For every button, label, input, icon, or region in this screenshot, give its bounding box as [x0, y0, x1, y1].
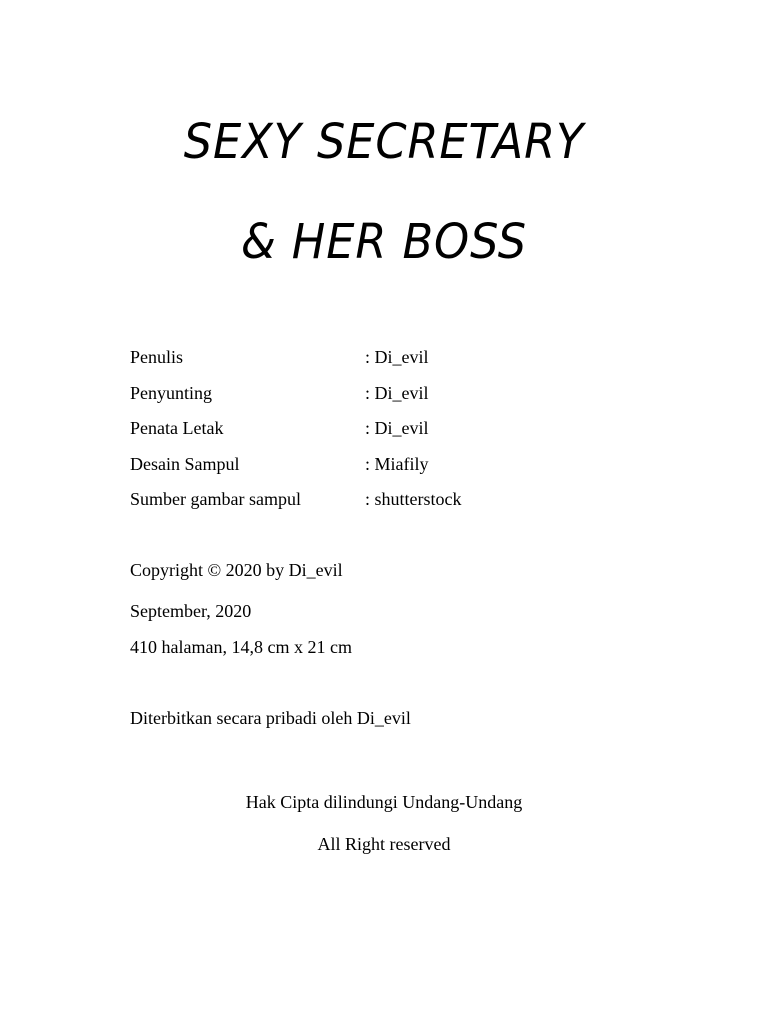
credit-label: Penata Letak: [130, 418, 224, 438]
credit-value: : Di_evil: [365, 382, 429, 403]
credit-value: : Di_evil: [365, 347, 429, 367]
credits-list: [130, 345, 630, 523]
credit-label: Penulis: [130, 347, 184, 367]
copyright-notice: Copyright © 2020 by Di_evil: [130, 560, 343, 580]
credit-row-cover-design: [130, 452, 630, 488]
publisher-note: Diterbitkan secara pribadi oleh Di_evil: [130, 708, 411, 728]
publication-date: September, 2020: [130, 601, 252, 621]
rights-notice-line-1: Hak Cipta dilindungi Undang-Undang: [245, 792, 523, 812]
credit-row-cover-image-source: [130, 487, 630, 523]
credit-value: : Miafily: [365, 453, 429, 474]
credit-label: Sumber gambar sampul: [130, 489, 301, 509]
credit-label: Desain Sampul: [130, 453, 240, 474]
credit-row-writer: [130, 345, 630, 381]
credit-row-layout: [130, 416, 630, 452]
credit-value: : shutterstock: [365, 489, 462, 509]
credit-row-editor: [130, 381, 630, 417]
credit-value: : Di_evil: [365, 418, 429, 438]
rights-notice-line-2: All Right reserved: [317, 834, 451, 854]
book-title-line-2: & HER BOSS: [240, 214, 528, 270]
credit-label: Penyunting: [130, 382, 213, 403]
book-title-line-1: SEXY SECRETARY: [183, 114, 585, 170]
physical-details: 410 halaman, 14,8 cm x 21 cm: [130, 637, 352, 657]
